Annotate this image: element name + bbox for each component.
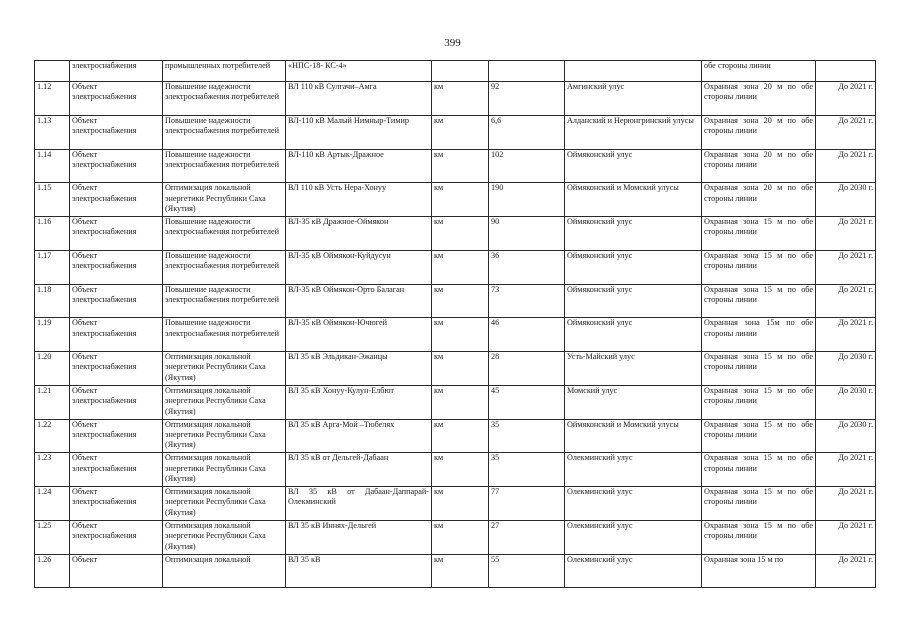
cell-object: Объект электроснабжения <box>70 520 163 554</box>
cell-zone: Охранная зона 15 м по обе стороны линии <box>702 385 816 419</box>
cell-name: ВЛ 35 кВ <box>286 554 432 588</box>
cell-value: 27 <box>489 520 565 554</box>
cell-object: Объект электроснабжения <box>70 487 163 521</box>
cell-location: Олекминский улус <box>565 487 702 521</box>
cell-purpose: Оптимизация локальной энергетики Республики Саха (Якутия) <box>163 385 286 419</box>
table-body <box>35 61 876 588</box>
table-row <box>35 217 876 251</box>
cell-value: 46 <box>489 318 565 352</box>
cell-purpose: Оптимизация локальной <box>163 554 286 588</box>
table-row <box>35 61 876 82</box>
cell-purpose: Оптимизация локальной энергетики Республики Саха (Якутия) <box>163 419 286 453</box>
table-row <box>35 453 876 487</box>
cell-purpose: Повышение надежности электроснабжения потребителей <box>163 217 286 251</box>
cell-purpose: Оптимизация локальной энергетики Республики Саха (Якутия) <box>163 453 286 487</box>
cell-name: ВЛ 35 кВ Иннях-Дельгей <box>286 520 432 554</box>
cell-value: 28 <box>489 352 565 386</box>
table-row <box>35 149 876 183</box>
cell-num: 1.19 <box>35 318 70 352</box>
cell-zone: Охранная зона 20 м по обе стороны линии <box>702 115 816 149</box>
cell-object: Объект <box>70 554 163 588</box>
cell-zone: Охранная зона 15 м по обе стороны линии <box>702 453 816 487</box>
objects-table <box>34 60 876 588</box>
table-row <box>35 183 876 217</box>
cell-value <box>489 61 565 82</box>
cell-term: До 2021 г. <box>816 487 876 521</box>
cell-unit: км <box>432 419 489 453</box>
cell-num: 1.18 <box>35 284 70 318</box>
cell-object: Объект электроснабжения <box>70 318 163 352</box>
cell-value: 35 <box>489 419 565 453</box>
cell-num: 1.17 <box>35 250 70 284</box>
cell-location: Момский улус <box>565 385 702 419</box>
cell-purpose: Оптимизация локальной энергетики Республики Саха (Якутия) <box>163 487 286 521</box>
cell-name: ВЛ-110 кВ Артык-Дражное <box>286 149 432 183</box>
cell-value: 90 <box>489 217 565 251</box>
cell-term: До 2021 г. <box>816 82 876 116</box>
cell-unit: км <box>432 149 489 183</box>
cell-term: До 2021 г. <box>816 520 876 554</box>
cell-term: До 2030 г. <box>816 419 876 453</box>
cell-zone: Охранная зона 15 м по обе стороны линии <box>702 217 816 251</box>
cell-term: До 2030 г. <box>816 183 876 217</box>
cell-location: Оймяконский улус <box>565 149 702 183</box>
table-row <box>35 385 876 419</box>
cell-location: Оймяконский улус <box>565 217 702 251</box>
table-row <box>35 554 876 588</box>
cell-term: До 2030 г. <box>816 352 876 386</box>
cell-unit: км <box>432 284 489 318</box>
cell-unit: км <box>432 250 489 284</box>
cell-location: Амгинский улус <box>565 82 702 116</box>
cell-zone: Охранная зона 15 м по обе стороны линии <box>702 352 816 386</box>
cell-object: Объект электроснабжения <box>70 453 163 487</box>
cell-purpose: Повышение надежности электроснабжения потребителей <box>163 149 286 183</box>
cell-num: 1.21 <box>35 385 70 419</box>
cell-unit: км <box>432 554 489 588</box>
cell-location: Оймяконский и Момский улусы <box>565 419 702 453</box>
cell-term: До 2021 г. <box>816 250 876 284</box>
cell-num: 1.15 <box>35 183 70 217</box>
cell-unit: км <box>432 183 489 217</box>
cell-purpose: Оптимизация локальной энергетики Республики Саха (Якутия) <box>163 183 286 217</box>
cell-name: ВЛ 35 кВ Арга-Мой –Тюбелях <box>286 419 432 453</box>
cell-term: До 2021 г. <box>816 115 876 149</box>
cell-location: Усть-Майский улус <box>565 352 702 386</box>
table-row <box>35 419 876 453</box>
cell-num: 1.22 <box>35 419 70 453</box>
cell-term: До 2021 г. <box>816 318 876 352</box>
cell-location <box>565 61 702 82</box>
cell-value: 73 <box>489 284 565 318</box>
cell-term: До 2030 г. <box>816 385 876 419</box>
cell-object: Объект электроснабжения <box>70 183 163 217</box>
cell-zone: Охранная зона 15 м по обе стороны линии <box>702 284 816 318</box>
cell-location: Оймяконский и Момский улусы <box>565 183 702 217</box>
cell-unit: км <box>432 453 489 487</box>
cell-location: Оймяконский улус <box>565 318 702 352</box>
cell-purpose: Повышение надежности электроснабжения потребителей <box>163 284 286 318</box>
cell-unit: км <box>432 318 489 352</box>
cell-unit: км <box>432 115 489 149</box>
cell-zone: Охранная зона 15 м по обе стороны линии <box>702 419 816 453</box>
table-row <box>35 250 876 284</box>
cell-purpose: Повышение надежности электроснабжения потребителей <box>163 250 286 284</box>
cell-zone: Охранная зона 20 м по обе стороны линии <box>702 149 816 183</box>
cell-object: Объект электроснабжения <box>70 115 163 149</box>
cell-term: До 2021 г. <box>816 453 876 487</box>
cell-object: Объект электроснабжения <box>70 352 163 386</box>
cell-object: Объект электроснабжения <box>70 284 163 318</box>
cell-term: До 2021 г. <box>816 554 876 588</box>
cell-num <box>35 61 70 82</box>
cell-zone: Охранная зона 20 м по обе стороны линии <box>702 183 816 217</box>
cell-unit: км <box>432 385 489 419</box>
cell-value: 35 <box>489 453 565 487</box>
cell-object: электроснабжения <box>70 61 163 82</box>
cell-purpose: Повышение надежности электроснабжения потребителей <box>163 318 286 352</box>
cell-name: ВЛ 35 кВ Эльдикан-Эжанцы <box>286 352 432 386</box>
cell-unit: км <box>432 217 489 251</box>
cell-value: 190 <box>489 183 565 217</box>
cell-value: 102 <box>489 149 565 183</box>
cell-zone: Охранная зона 15 м по обе стороны линии <box>702 520 816 554</box>
cell-purpose: промышленных потребителей <box>163 61 286 82</box>
cell-num: 1.20 <box>35 352 70 386</box>
cell-term <box>816 61 876 82</box>
cell-unit <box>432 61 489 82</box>
table-row <box>35 487 876 521</box>
cell-unit: км <box>432 487 489 521</box>
cell-purpose: Оптимизация локальной энергетики Республики Саха (Якутия) <box>163 520 286 554</box>
cell-location: Олекминский улус <box>565 554 702 588</box>
cell-term: До 2021 г. <box>816 284 876 318</box>
cell-num: 1.14 <box>35 149 70 183</box>
cell-name: ВЛ-35 кВ Оймякон-Куйдусун <box>286 250 432 284</box>
cell-object: Объект электроснабжения <box>70 419 163 453</box>
page-number: 399 <box>444 37 461 49</box>
table-row <box>35 318 876 352</box>
cell-zone: Охранная зона 20 м по обе стороны линии <box>702 82 816 116</box>
cell-unit: км <box>432 520 489 554</box>
cell-name: «НПС-18- КС-4» <box>286 61 432 82</box>
cell-zone: Охранная зона 15 м по обе стороны линии <box>702 487 816 521</box>
cell-num: 1.12 <box>35 82 70 116</box>
cell-zone: Охранная зона 15м по обе стороны линии <box>702 318 816 352</box>
cell-purpose: Оптимизация локальной энергетики Республики Саха (Якутия) <box>163 352 286 386</box>
cell-value: 36 <box>489 250 565 284</box>
cell-value: 92 <box>489 82 565 116</box>
cell-num: 1.13 <box>35 115 70 149</box>
cell-location: Олекминский улус <box>565 520 702 554</box>
cell-name: ВЛ-35 кВ Оймякон-Ючюгей <box>286 318 432 352</box>
cell-object: Объект электроснабжения <box>70 82 163 116</box>
cell-value: 55 <box>489 554 565 588</box>
cell-name: ВЛ-35 кВ Оймякон-Орто Балаган <box>286 284 432 318</box>
cell-location: Олекминский улус <box>565 453 702 487</box>
cell-name: ВЛ 35 кВ от Дабаан-Даппарай-Олекминский <box>286 487 432 521</box>
cell-num: 1.24 <box>35 487 70 521</box>
cell-name: ВЛ 110 кВ Сулгачи–Амга <box>286 82 432 116</box>
cell-name: ВЛ 35 кВ от Дельгей-Дабаан <box>286 453 432 487</box>
cell-name: ВЛ 110 кВ Усть Нера-Хонуу <box>286 183 432 217</box>
cell-value: 77 <box>489 487 565 521</box>
cell-value: 6,6 <box>489 115 565 149</box>
cell-unit: км <box>432 82 489 116</box>
table-row <box>35 352 876 386</box>
cell-purpose: Повышение надежности электроснабжения потребителей <box>163 82 286 116</box>
cell-name: ВЛ 35 кВ Хонуу-Кулун-Елбют <box>286 385 432 419</box>
cell-term: До 2021 г. <box>816 149 876 183</box>
cell-value: 45 <box>489 385 565 419</box>
cell-num: 1.25 <box>35 520 70 554</box>
cell-term: До 2021 г. <box>816 217 876 251</box>
cell-unit: км <box>432 352 489 386</box>
table-row <box>35 115 876 149</box>
cell-location: Оймяконский улус <box>565 284 702 318</box>
cell-num: 1.23 <box>35 453 70 487</box>
cell-object: Объект электроснабжения <box>70 217 163 251</box>
cell-purpose: Повышение надежности электроснабжения потребителей <box>163 115 286 149</box>
cell-num: 1.16 <box>35 217 70 251</box>
cell-location: Оймяконский улус <box>565 250 702 284</box>
cell-name: ВЛ-110 кВ Малый Нимныр-Тимир <box>286 115 432 149</box>
cell-zone: обе стороны линии <box>702 61 816 82</box>
cell-zone: Охранная зона 15 м по обе стороны линии <box>702 250 816 284</box>
cell-name: ВЛ-35 кВ Дражное-Оймякон <box>286 217 432 251</box>
cell-num: 1.26 <box>35 554 70 588</box>
cell-location: Алданский и Нерюнгринский улусы <box>565 115 702 149</box>
cell-object: Объект электроснабжения <box>70 149 163 183</box>
cell-object: Объект электроснабжения <box>70 250 163 284</box>
table-row <box>35 82 876 116</box>
cell-zone: Охранная зона 15 м по <box>702 554 816 588</box>
table-row <box>35 284 876 318</box>
table-row <box>35 520 876 554</box>
cell-object: Объект электроснабжения <box>70 385 163 419</box>
